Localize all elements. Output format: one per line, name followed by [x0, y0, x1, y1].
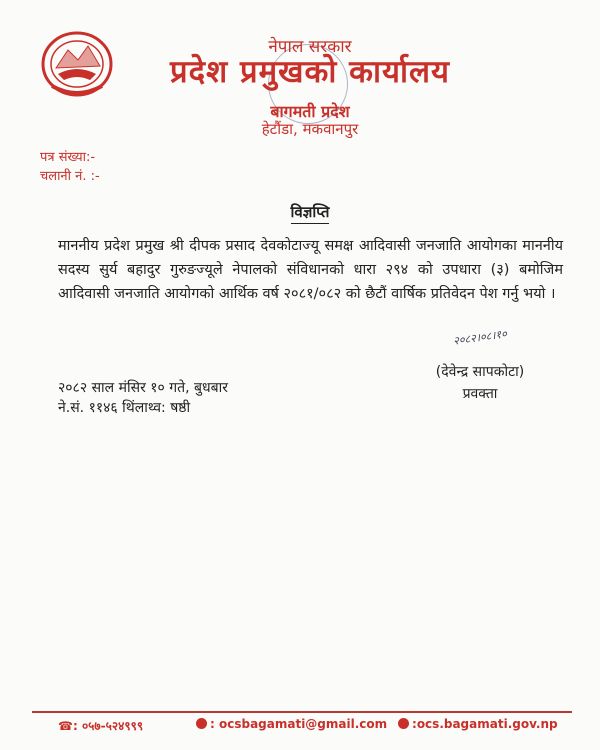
notice-heading-text: विज्ञप्ति	[291, 203, 330, 224]
signatory-title: प्रवक्ता	[462, 386, 498, 402]
footer-divider	[32, 711, 572, 713]
signatory-name: (देवेन्द्र सापकोटा)	[435, 364, 525, 380]
government-name: नेपाल सरकार	[268, 37, 352, 57]
letter-number-label: पत्र संख्या:-	[40, 150, 96, 165]
office-location: हेटौंडा, मकवानपुर	[261, 120, 359, 138]
province-name: बागमती प्रदेश	[270, 102, 350, 121]
footer-email: : ocsbagamati@gmail.com	[196, 717, 387, 731]
email-address[interactable]: ocsbagamati@gmail.com	[218, 717, 388, 731]
office-title: प्रदेश प्रमुखको कार्यालय	[170, 54, 450, 90]
footer-website: :ocs.bagamati.gov.np	[398, 717, 558, 731]
notice-body: माननीय प्रदेश प्रमुख श्री दीपक प्रसाद देवकोटाज्यू समक्ष आदिवासी जनजाति आयोगका माननीय सदस्य सुर्य बहादुर गुरुङज्यूले नेपालको संविधानको धारा २९४ को उपधारा (३) बमोजिम आदिवासी जनजाति आयोगको आर्थिक वर्ष २०८१/०८२ को छैटौं वार्षिक प्रतिवेदन पेश गर्नु भयो ।	[58, 238, 563, 302]
email-icon	[196, 718, 207, 729]
notice-date: २०८२ साल मंसिर १० गते, बुधबार	[58, 380, 228, 396]
phone-icon: ☎	[58, 719, 73, 733]
footer-phone: ☎: ०५७-५२४९९९	[58, 719, 144, 733]
globe-icon	[398, 718, 409, 729]
phone-number: ०५७-५२४९९९	[81, 719, 144, 733]
notice-heading	[0, 202, 600, 222]
dispatch-number-label: चलानी नं. :-	[40, 169, 100, 184]
nepal-sambat-date: ने.सं. ११४६ थिंलाथ्व: षष्ठी	[58, 400, 191, 416]
website-link[interactable]: ocs.bagamati.gov.np	[416, 717, 558, 731]
signature: २०८२।०८।१०	[452, 327, 508, 348]
